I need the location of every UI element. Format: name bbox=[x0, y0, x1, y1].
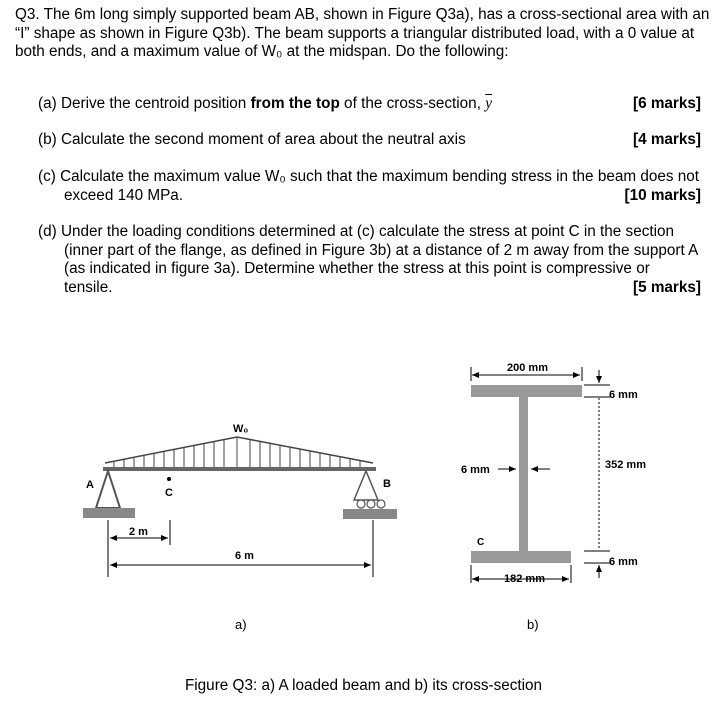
part-b bbox=[38, 131, 701, 150]
dim-2m-label: 2 m bbox=[129, 526, 148, 538]
dim-6m-label: 6 m bbox=[235, 550, 254, 562]
load-label: W₀ bbox=[233, 423, 249, 435]
part-a bbox=[38, 95, 701, 114]
part-d bbox=[38, 223, 701, 297]
top-thickness-label: 6 mm bbox=[609, 389, 638, 401]
triangular-load bbox=[105, 437, 373, 463]
section-point-c-label: C bbox=[477, 537, 485, 548]
part-c-text: Calculate the maximum value W₀ such that the maximum bending stress in the beam does not exceed 140 MPa. bbox=[60, 168, 700, 204]
bottom-flange bbox=[471, 551, 571, 563]
figure-caption: Figure Q3: a) A loaded beam and b) its cross-section bbox=[184, 677, 543, 694]
web-height-label: 352 mm bbox=[605, 459, 646, 471]
part-a-bold: from the top bbox=[250, 95, 340, 112]
part-c bbox=[38, 168, 701, 205]
bottom-width-label: 182 mm bbox=[504, 573, 545, 585]
part-a-pre: Derive the centroid position bbox=[60, 95, 251, 112]
point-a-label: A bbox=[86, 479, 94, 491]
point-c-label: C bbox=[165, 487, 173, 499]
question-intro-text: The 6m long simply supported beam AB, shown in Figure Q3a), has a cross-sectional area with an “I” shape as shown in Figure Q3b). The beam supports a triangular distributed load, with a 0 value at both ends, and a maximum value of W₀ at the midspan. Do the following: bbox=[15, 6, 710, 60]
roller-support-b bbox=[354, 471, 378, 500]
point-c-marker bbox=[167, 477, 171, 481]
part-d-text: Under the loading conditions determined at (c) calculate the stress at point C in the section (inner part of the flange, as defined in Figure 3b) at a distance of 2 m away from the support A (as indicated in figure 3a). Determine whether the stress at this point is compressive or tensile. bbox=[60, 223, 698, 296]
beam-diagram bbox=[83, 423, 397, 632]
bottom-thickness-label: 6 mm bbox=[609, 556, 638, 568]
pin-support-a bbox=[96, 471, 120, 508]
figure-q3 bbox=[0, 330, 727, 670]
cross-section-diagram bbox=[461, 362, 646, 632]
top-width-label: 200 mm bbox=[507, 362, 548, 374]
part-d-marks: [5 marks] bbox=[632, 278, 701, 296]
web-thickness-label: 6 mm bbox=[461, 464, 490, 476]
subfigure-a-label: a) bbox=[235, 617, 247, 632]
part-c-marks: [10 marks] bbox=[624, 186, 701, 204]
y-bar-symbol: $\overline{y}$ bbox=[485, 95, 492, 112]
subfigure-b-label: b) bbox=[527, 617, 539, 632]
part-b-label: (b) bbox=[38, 131, 57, 148]
ground-a bbox=[83, 508, 135, 518]
part-a-marks: [6 marks] bbox=[632, 95, 701, 112]
part-a-label: (a) bbox=[38, 95, 57, 112]
question-intro bbox=[15, 6, 715, 62]
part-d-label: (d) bbox=[38, 223, 57, 240]
ground-b bbox=[343, 509, 397, 519]
beam-member bbox=[103, 467, 376, 471]
part-b-marks: [4 marks] bbox=[632, 131, 701, 148]
top-flange bbox=[471, 385, 582, 397]
part-c-label: (c) bbox=[38, 168, 56, 185]
part-a-post: of the cross-section, bbox=[339, 95, 486, 112]
part-b-text: Calculate the second moment of area about the neutral axis bbox=[60, 131, 466, 148]
question-number: Q3. bbox=[15, 6, 40, 23]
web bbox=[519, 397, 528, 551]
point-b-label: B bbox=[383, 478, 391, 490]
load-arrows bbox=[114, 437, 360, 467]
